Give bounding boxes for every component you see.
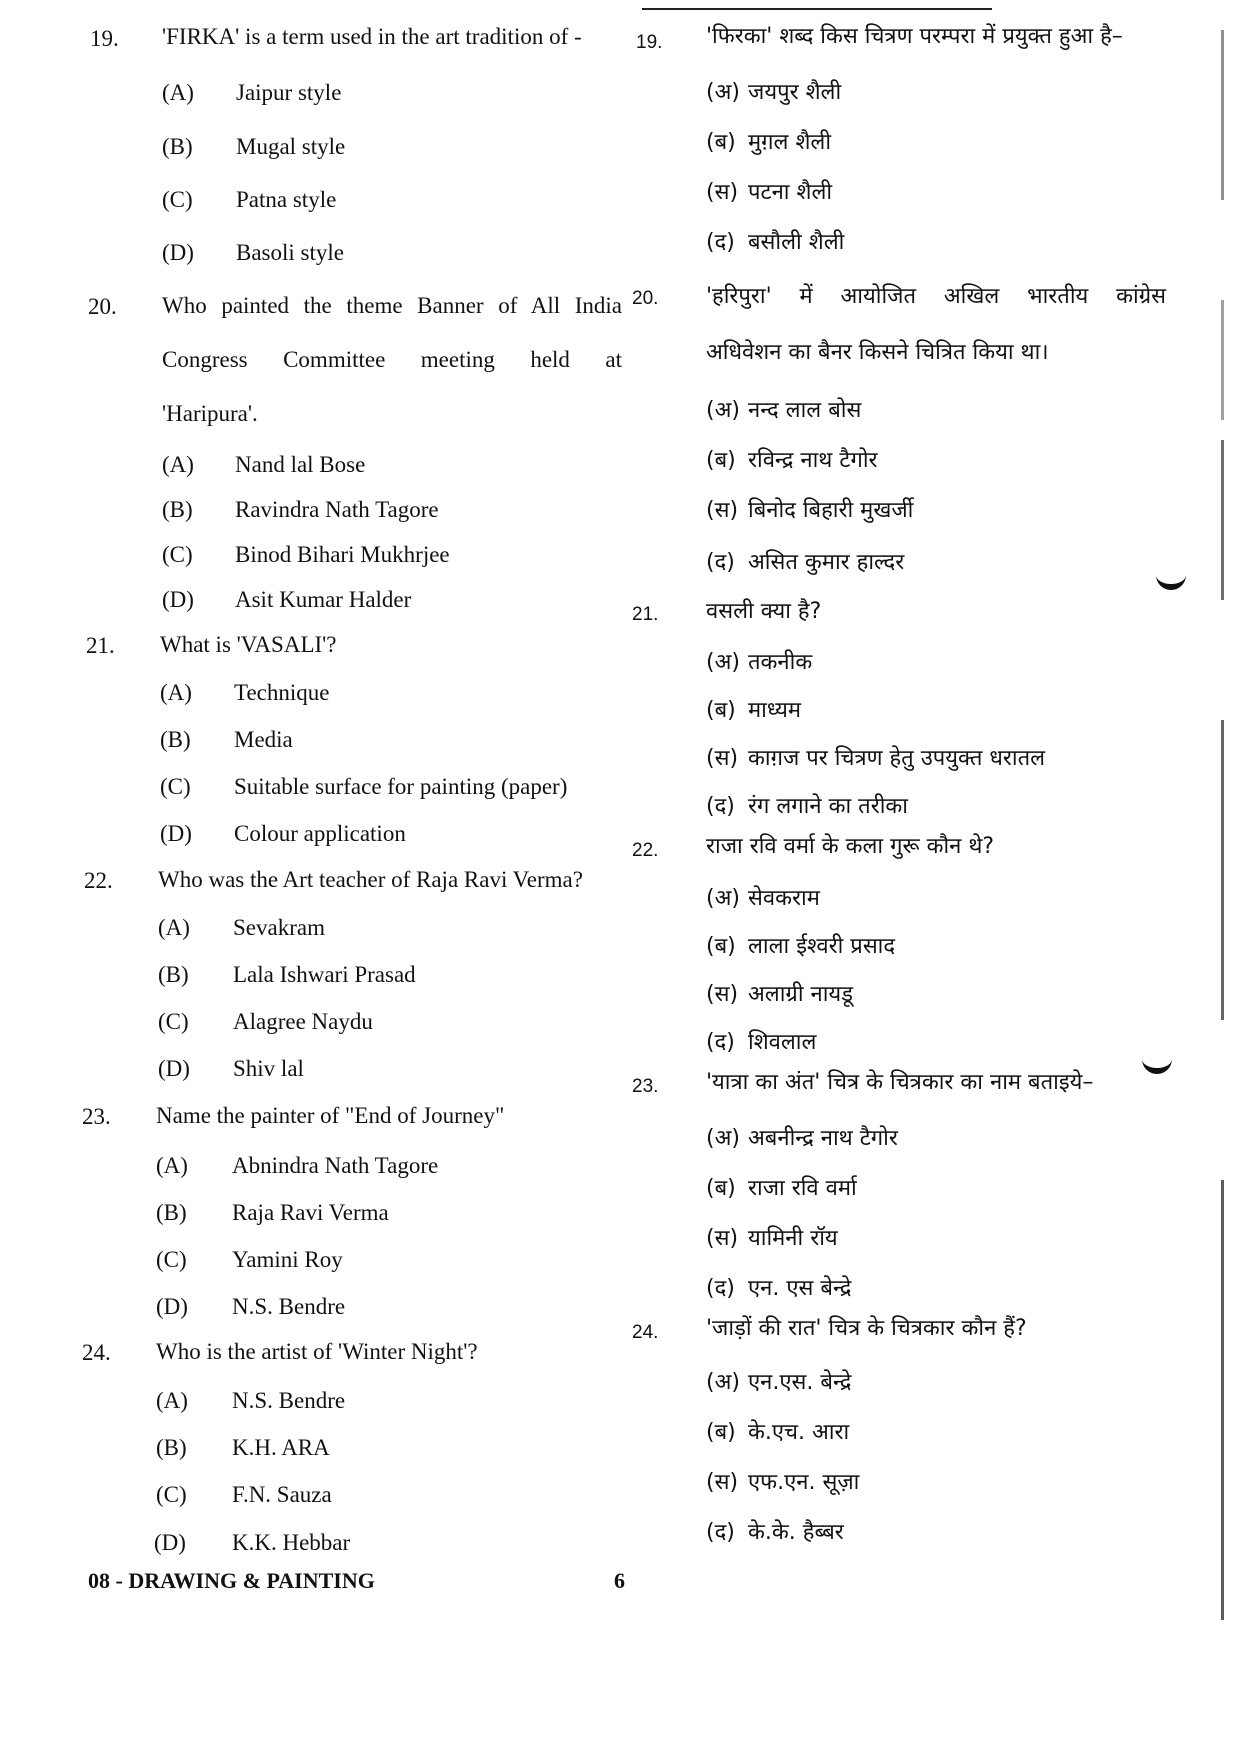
- question-number: 20.: [632, 288, 659, 309]
- option-text: Raja Ravi Verma: [232, 1200, 389, 1225]
- option-text: माध्यम: [748, 698, 802, 723]
- option-label: (द): [706, 794, 735, 819]
- option-label: (A): [158, 915, 190, 940]
- option-label: (अ): [706, 398, 740, 423]
- option-text: काग़ज पर चित्रण हेतु उपयुक्त धरातल: [748, 746, 1046, 771]
- option-text: बिनोद बिहारी मुखर्जी: [748, 498, 914, 523]
- option-text: सेवकराम: [748, 886, 820, 911]
- option-text: Ravindra Nath Tagore: [235, 497, 439, 522]
- question-number: 23.: [82, 1104, 111, 1129]
- question-text: Name the painter of "End of Journey": [156, 1103, 505, 1128]
- option-text: Mugal style: [236, 134, 346, 159]
- option-label: (स): [706, 746, 739, 771]
- option-label: (D): [154, 1530, 186, 1555]
- option-label: (A): [162, 452, 194, 477]
- question-number: 19.: [90, 26, 119, 51]
- question-text-line: Who painted the theme Banner of All India: [162, 293, 622, 318]
- question-text-line: 'Haripura'.: [162, 401, 258, 426]
- option-label: (स): [706, 1226, 739, 1251]
- option-text: बसौली शैली: [748, 230, 845, 255]
- option-text: एन.एस. बेन्द्रे: [748, 1370, 852, 1395]
- option-label: (स): [706, 498, 739, 523]
- option-label: (D): [160, 821, 192, 846]
- option-text: Media: [234, 727, 293, 752]
- question-number: 22.: [632, 840, 659, 861]
- option-label: (ब): [706, 934, 736, 959]
- option-label: (B): [160, 727, 191, 752]
- scan-mark: [1142, 1050, 1172, 1074]
- option-label: (A): [162, 80, 194, 105]
- scan-mark: [1156, 566, 1186, 590]
- question-text: Who was the Art teacher of Raja Ravi Verma?: [158, 867, 583, 892]
- scan-edge-line: [1221, 30, 1224, 200]
- option-text: N.S. Bendre: [232, 1388, 346, 1413]
- option-label: (ब): [706, 1176, 736, 1201]
- question-number: 24.: [632, 1322, 659, 1343]
- option-label: (C): [162, 542, 193, 567]
- option-label: (C): [162, 187, 193, 212]
- scan-edge-line: [1221, 440, 1224, 600]
- option-text: तकनीक: [748, 650, 813, 675]
- option-text: Jaipur style: [236, 80, 342, 105]
- question-number: 20.: [88, 294, 117, 319]
- option-text: जयपुर शैली: [748, 80, 842, 105]
- option-label: (C): [156, 1247, 187, 1272]
- option-label: (C): [158, 1009, 189, 1034]
- option-text: के.एच. आरा: [748, 1420, 850, 1445]
- question-text: Who is the artist of 'Winter Night'?: [156, 1339, 478, 1364]
- option-text: पटना शैली: [748, 180, 833, 205]
- page-number: 6: [614, 1568, 625, 1593]
- option-text: रंग लगाने का तरीका: [748, 794, 908, 819]
- option-text: Lala Ishwari Prasad: [233, 962, 416, 987]
- option-text: Abnindra Nath Tagore: [232, 1153, 439, 1178]
- option-label: (ब): [706, 698, 736, 723]
- option-text: राजा रवि वर्मा: [748, 1176, 857, 1201]
- option-text: Yamini Roy: [232, 1247, 343, 1272]
- option-text: शिवलाल: [748, 1030, 817, 1055]
- option-label: (द): [706, 1520, 735, 1545]
- option-label: (B): [158, 962, 189, 987]
- option-text: K.K. Hebbar: [232, 1530, 351, 1555]
- option-text: नन्द लाल बोस: [748, 398, 862, 423]
- option-label: (B): [156, 1435, 187, 1460]
- option-label: (B): [162, 497, 193, 522]
- question-number: 21.: [86, 633, 115, 658]
- option-label: (D): [162, 587, 194, 612]
- option-label: (ब): [706, 448, 736, 473]
- option-text: Sevakram: [233, 915, 325, 940]
- option-label: (B): [162, 134, 193, 159]
- option-text: Technique: [234, 680, 330, 705]
- question-text: 'जाड़ों की रात' चित्र के चित्रकार कौन हैं?: [706, 1316, 1027, 1341]
- option-label: (द): [706, 1276, 735, 1301]
- option-text: Colour application: [234, 821, 406, 846]
- option-label: (A): [156, 1153, 188, 1178]
- question-text: 'फिरका' शब्द किस चित्रण परम्परा में प्रयुक्त हुआ है–: [706, 24, 1123, 49]
- option-text: एन. एस बेन्द्रे: [748, 1276, 852, 1301]
- option-label: (द): [706, 1030, 735, 1055]
- option-label: (स): [706, 1470, 739, 1495]
- option-text: यामिनी रॉय: [748, 1226, 838, 1251]
- option-text: Nand lal Bose: [235, 452, 366, 477]
- option-text: के.के. हैब्बर: [748, 1520, 844, 1545]
- option-label: (द): [706, 230, 735, 255]
- option-text: N.S. Bendre: [232, 1294, 346, 1319]
- option-label: (A): [156, 1388, 188, 1413]
- option-text: Shiv lal: [233, 1056, 304, 1081]
- option-text: अलाग्री नायडू: [748, 982, 853, 1007]
- question-number: 23.: [632, 1076, 659, 1097]
- question-text: 'यात्रा का अंत' चित्र के चित्रकार का नाम बताइये–: [706, 1070, 1094, 1095]
- option-text: Suitable surface for painting (paper): [234, 774, 568, 799]
- question-text-line: 'हरिपुरा' में आयोजित अखिल भारतीय कांग्रेस: [706, 284, 1166, 309]
- option-text: मुग़ल शैली: [748, 130, 832, 155]
- option-label: (अ): [706, 886, 740, 911]
- option-label: (अ): [706, 1370, 740, 1395]
- option-label: (D): [156, 1294, 188, 1319]
- option-label: (अ): [706, 1126, 740, 1151]
- option-text: F.N. Sauza: [232, 1482, 332, 1507]
- option-label: (B): [156, 1200, 187, 1225]
- option-label: (A): [160, 680, 192, 705]
- scan-edge-line: [1221, 720, 1224, 1020]
- option-label: (अ): [706, 650, 740, 675]
- option-text: Binod Bihari Mukhrjee: [235, 542, 450, 567]
- option-label: (द): [706, 550, 735, 575]
- question-text-line: Congress Committee meeting held at: [162, 347, 622, 372]
- question-number: 24.: [82, 1340, 111, 1365]
- option-label: (D): [158, 1056, 190, 1081]
- question-text-line: अधिवेशन का बैनर किसने चित्रित किया था।: [706, 340, 1049, 365]
- question-number: 19.: [636, 32, 663, 53]
- scan-edge-line: [1221, 1180, 1224, 1620]
- question-text: What is 'VASALI'?: [160, 632, 337, 657]
- option-text: K.H. ARA: [232, 1435, 330, 1460]
- option-label: (स): [706, 180, 739, 205]
- option-text: Alagree Naydu: [233, 1009, 373, 1034]
- question-number: 21.: [632, 604, 659, 625]
- option-text: लाला ईश्वरी प्रसाद: [748, 934, 896, 959]
- option-text: एफ.एन. सूज़ा: [748, 1470, 860, 1495]
- question-text: राजा रवि वर्मा के कला गुरू कौन थे?: [706, 834, 995, 859]
- option-text: अबनीन्द्र नाथ टैगोर: [748, 1126, 898, 1151]
- scan-edge-line: [1221, 300, 1224, 420]
- option-text: Basoli style: [236, 240, 344, 265]
- option-text: Asit Kumar Halder: [235, 587, 412, 612]
- option-label: (ब): [706, 1420, 736, 1445]
- option-label: (D): [162, 240, 194, 265]
- footer-subject: 08 - DRAWING & PAINTING: [88, 1568, 375, 1593]
- question-text: वसली क्या है?: [706, 599, 822, 624]
- option-label: (C): [156, 1482, 187, 1507]
- option-label: (ब): [706, 130, 736, 155]
- option-label: (C): [160, 774, 191, 799]
- option-text: असित कुमार हाल्दर: [748, 550, 905, 575]
- option-text: रविन्द्र नाथ टैगोर: [748, 448, 878, 473]
- option-text: Patna style: [236, 187, 337, 212]
- option-label: (अ): [706, 80, 740, 105]
- question-text: 'FIRKA' is a term used in the art tradition of -: [162, 24, 582, 49]
- option-label: (स): [706, 982, 739, 1007]
- question-number: 22.: [84, 868, 113, 893]
